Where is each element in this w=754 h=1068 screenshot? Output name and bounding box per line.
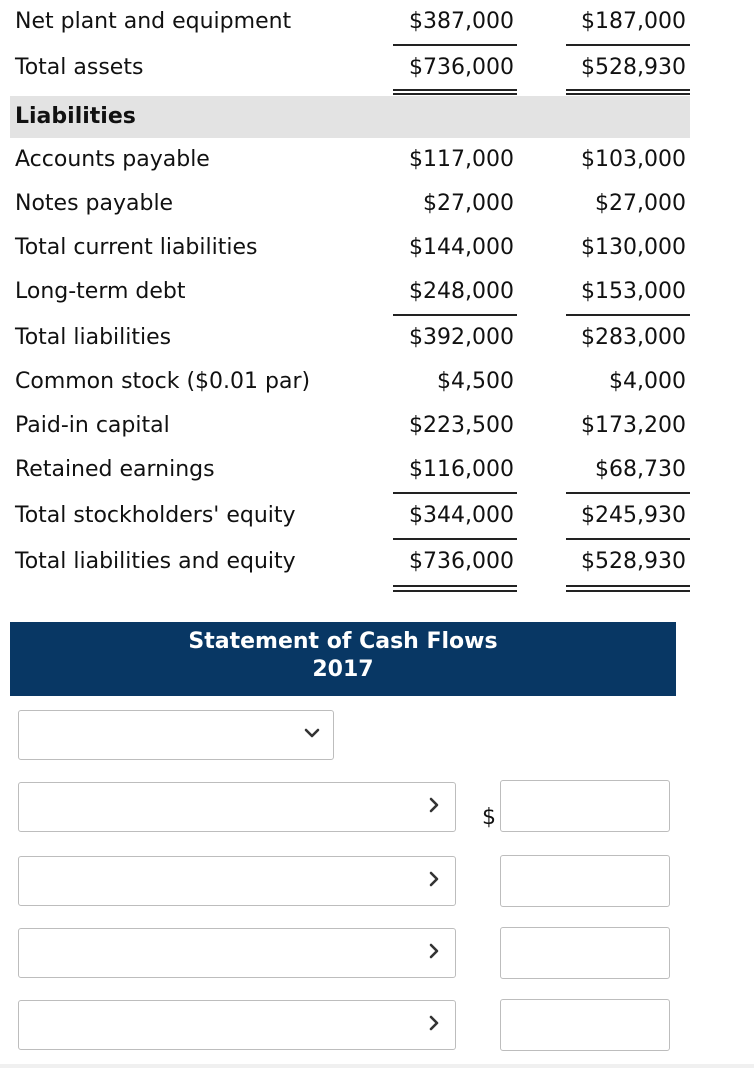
double-underline: [566, 590, 690, 592]
table-row: [0, 404, 690, 448]
double-underline: [393, 590, 517, 592]
value-2016: $528,930: [581, 549, 686, 574]
table-row: [0, 360, 690, 404]
row-label: Notes payable: [15, 191, 174, 216]
row-label: Accounts payable: [15, 147, 210, 172]
double-underline: [393, 93, 517, 95]
value-2016: $153,000: [581, 279, 686, 304]
currency-symbol: $: [482, 805, 496, 830]
amount-input[interactable]: [500, 927, 670, 979]
amount-input[interactable]: [500, 780, 670, 832]
line-item-select[interactable]: [18, 710, 334, 760]
liabilities-section-header: [10, 96, 690, 138]
value-2016: $68,730: [595, 457, 686, 482]
cash-flow-title: Statement of Cash Flows: [188, 629, 498, 654]
value-2017: $27,000: [423, 191, 514, 216]
line-item-select[interactable]: [18, 856, 456, 906]
table-row: [0, 46, 690, 90]
row-label: Total liabilities and equity: [15, 549, 296, 574]
value-2016: $4,000: [609, 369, 686, 394]
double-underline: [393, 89, 517, 91]
row-label: Long-term debt: [15, 279, 186, 304]
line-item-select[interactable]: [18, 1000, 456, 1050]
line-item-select[interactable]: [18, 928, 456, 978]
table-row: [0, 138, 690, 182]
table-row: [0, 540, 690, 584]
double-underline: [566, 585, 690, 587]
value-2016: $245,930: [581, 503, 686, 528]
cash-flow-header: [10, 622, 676, 696]
row-label: Total liabilities: [15, 325, 172, 350]
value-2017: $117,000: [409, 147, 514, 172]
row-label: Total assets: [15, 55, 144, 80]
row-label: Total current liabilities: [15, 235, 258, 260]
value-2016: $27,000: [595, 191, 686, 216]
value-2017: $387,000: [409, 9, 514, 34]
value-2017: $223,500: [409, 413, 514, 438]
double-underline: [393, 585, 517, 587]
row-label: Total stockholders' equity: [15, 503, 296, 528]
amount-input[interactable]: [500, 999, 670, 1051]
chevron-down-icon: [303, 724, 321, 742]
amount-input[interactable]: [500, 855, 670, 907]
value-2016: $103,000: [581, 147, 686, 172]
value-2017: $144,000: [409, 235, 514, 260]
value-2017: $736,000: [409, 55, 514, 80]
value-2016: $528,930: [581, 55, 686, 80]
page-bottom-divider: [0, 1064, 754, 1068]
value-2017: $392,000: [409, 325, 514, 350]
value-2016: $283,000: [581, 325, 686, 350]
section-title: Liabilities: [15, 104, 136, 129]
double-underline: [566, 93, 690, 95]
row-label: Paid-in capital: [15, 413, 170, 438]
value-2017: $4,500: [437, 369, 514, 394]
table-row: [0, 448, 690, 492]
table-row: [0, 0, 690, 44]
chevron-right-icon: [425, 796, 443, 814]
row-label: Net plant and equipment: [15, 9, 292, 34]
chevron-right-icon: [425, 942, 443, 960]
value-2017: $116,000: [409, 457, 514, 482]
value-2016: $187,000: [581, 9, 686, 34]
chevron-right-icon: [425, 1014, 443, 1032]
line-item-select[interactable]: [18, 782, 456, 832]
cash-flow-year: 2017: [312, 657, 374, 682]
table-row: [0, 182, 690, 226]
value-2016: $173,200: [581, 413, 686, 438]
value-2017: $248,000: [409, 279, 514, 304]
value-2017: $736,000: [409, 549, 514, 574]
chevron-right-icon: [425, 870, 443, 888]
table-row: [0, 270, 690, 314]
row-label: Common stock ($0.01 par): [15, 369, 311, 394]
table-row: [0, 494, 690, 538]
table-row: [0, 226, 690, 270]
value-2016: $130,000: [581, 235, 686, 260]
table-row: [0, 316, 690, 360]
value-2017: $344,000: [409, 503, 514, 528]
row-label: Retained earnings: [15, 457, 215, 482]
double-underline: [566, 89, 690, 91]
